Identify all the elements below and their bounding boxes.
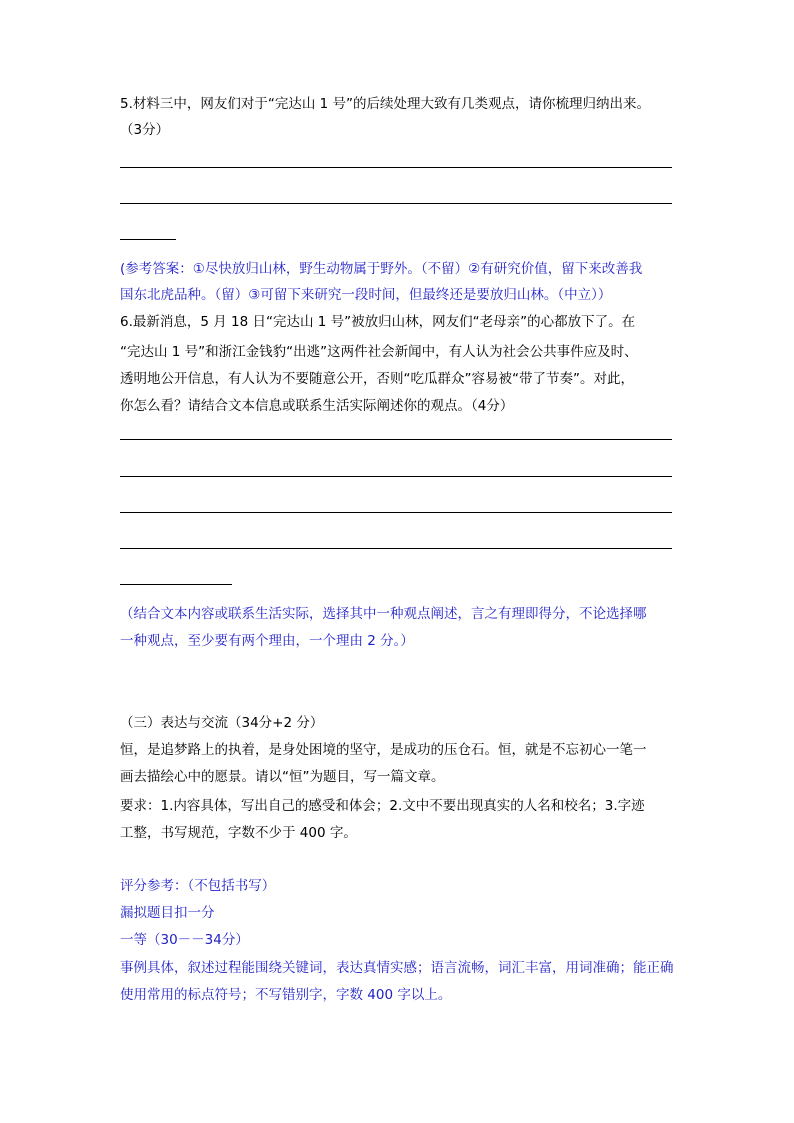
answer-rule bbox=[120, 439, 672, 440]
question-6-answer-line-2: 一种观点，至少要有两个理由，一个理由 2 分。） bbox=[120, 633, 414, 649]
answer-rule bbox=[120, 203, 672, 204]
question-6-line-1: 6.最新消息，5 月 18 日“完达山 1 号”被放归山林，网友们“老母亲”的心都放下了。在 bbox=[120, 314, 636, 330]
question-6-line-4: 你怎么看？请结合文本信息或联系生活实际阐述你的观点。（4分） bbox=[120, 398, 514, 414]
question-6-line-3: 透明地公开信息，有人认为不要随意公开，否则“吃瓜群众”容易被“带了节奏”。对此， bbox=[120, 371, 634, 387]
prompt-line-2: 画去描绘心中的愿景。请以“恒”为题目，写一篇文章。 bbox=[120, 769, 445, 785]
question-5-answer-line-2: 国东北虎品种。（留）③可留下来研究一段时间，但最终还是要放归山林。（中立）） bbox=[120, 287, 612, 303]
answer-rule-short bbox=[120, 584, 232, 585]
requirement-line-1: 要求：1.内容具体，写出自己的感受和体会；2.文中不要出现真实的人名和校名；3.字迹 bbox=[120, 798, 645, 814]
question-5-answer-line-1: (参考答案：①尽快放归山林，野生动物属于野外。（不留）②有研究价值，留下来改善我 bbox=[120, 261, 643, 277]
answer-rule bbox=[120, 167, 672, 168]
answer-rule bbox=[120, 548, 672, 549]
scoring-grade-1: 一等（30－－34分） bbox=[120, 932, 249, 948]
scoring-missing-title: 漏拟题目扣一分 bbox=[120, 905, 215, 921]
answer-rule bbox=[120, 512, 672, 513]
scoring-desc-line-1: 事例具体，叙述过程能围绕关键词，表达真情实感；语言流畅，词汇丰富，用词准确；能正确 bbox=[120, 960, 674, 976]
requirement-line-2: 工整，书写规范，字数不少于 400 字。 bbox=[120, 825, 357, 841]
prompt-line-1: 恒，是追梦路上的执着，是身处困境的坚守，是成功的压仓石。恒，就是不忘初心一笔一 bbox=[120, 742, 647, 758]
question-5-line-1: 5.材料三中，网友们对于“完达山 1 号”的后续处理大致有几类观点，请你梳理归纳出来。 bbox=[120, 96, 651, 112]
scoring-title: 评分参考：（不包括书写） bbox=[120, 878, 276, 894]
question-6-answer-line-1: （结合文本内容或联系生活实际，选择其中一种观点阐述，言之有理即得分，不论选择哪 bbox=[120, 606, 647, 622]
scoring-desc-line-2: 使用常用的标点符号；不写错别字，字数 400 字以上。 bbox=[120, 987, 452, 1003]
question-6-line-2: “完达山 1 号”和浙江金钱豹“出逃”这两件社会新闻中，有人认为社会公共事件应及时、 bbox=[120, 344, 638, 360]
answer-rule-short bbox=[120, 239, 176, 240]
question-5-line-2: （3分） bbox=[120, 122, 170, 138]
section-3-heading: （三）表达与交流（34分+2 分） bbox=[120, 715, 324, 731]
answer-rule bbox=[120, 476, 672, 477]
